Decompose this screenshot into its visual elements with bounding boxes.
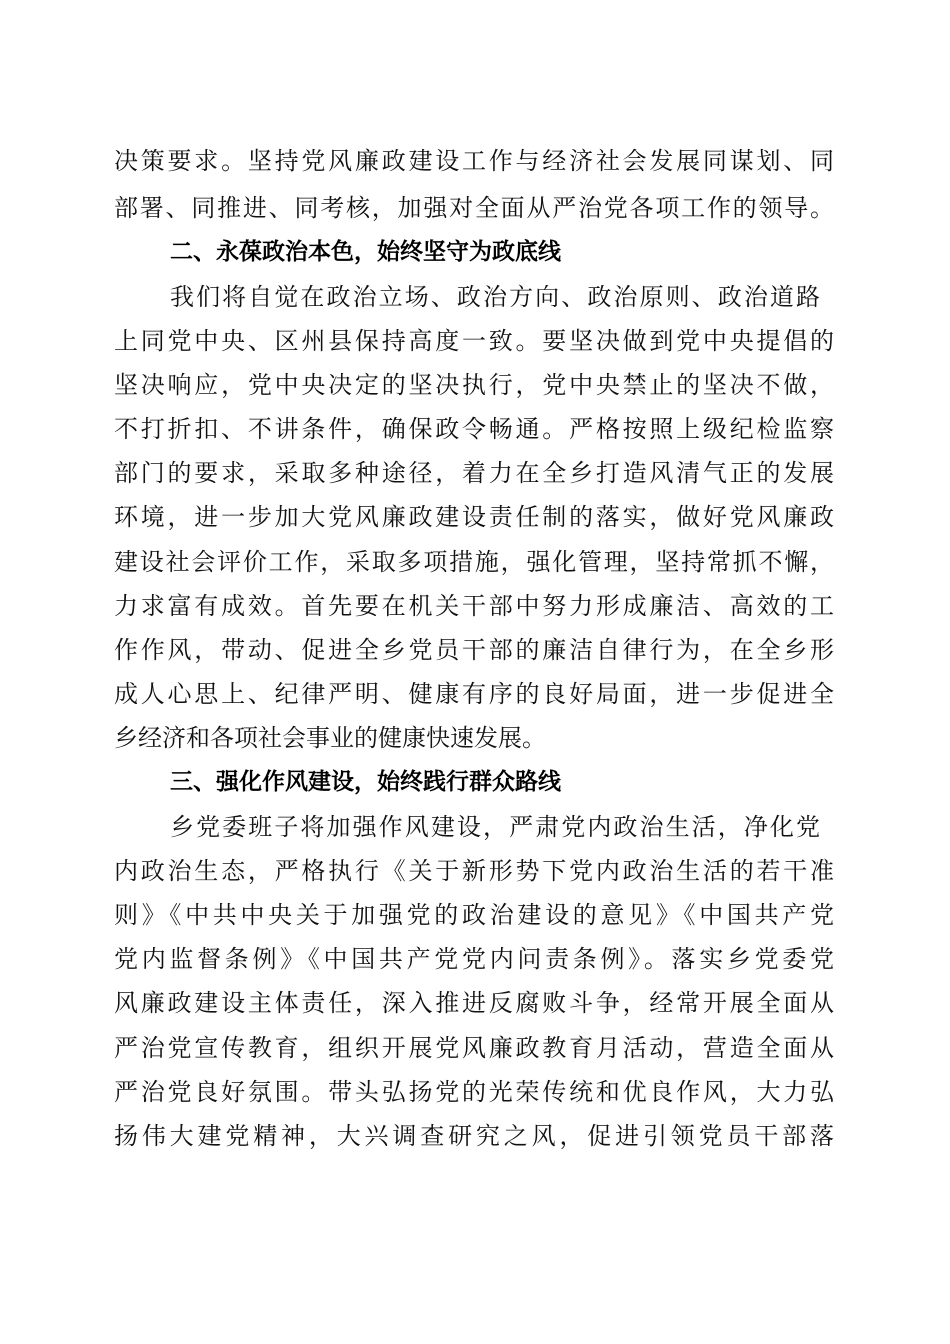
body-text-line: 乡经济和各项社会事业的健康快速发展。	[114, 724, 546, 752]
body-text-line: 严治党良好氛围。带头弘扬党的光荣传统和优良作风，大力弘	[114, 1078, 834, 1106]
body-text-line: 作作风，带动、促进全乡党员干部的廉洁自律行为，在全乡形	[114, 636, 834, 664]
body-text-line: 风廉政建设主体责任，深入推进反腐败斗争，经常开展全面从	[114, 989, 834, 1017]
body-text-line: 决策要求。坚持党风廉政建设工作与经济社会发展同谋划、同	[114, 147, 834, 175]
body-text-line: 力求富有成效。首先要在机关干部中努力形成廉洁、高效的工	[114, 592, 834, 620]
body-text-line: 上同党中央、区州县保持高度一致。要坚决做到党中央提倡的	[114, 327, 834, 355]
body-text-line: 环境，进一步加大党风廉政建设责任制的落实，做好党风廉政	[114, 503, 834, 531]
body-text-line: 不打折扣、不讲条件，确保政令畅通。严格按照上级纪检监察	[114, 415, 834, 443]
section-heading-2: 二、永葆政治本色，始终坚守为政底线	[170, 239, 561, 265]
section-heading-3: 三、强化作风建设，始终践行群众路线	[170, 769, 561, 795]
body-text-line: 内政治生态，严格执行《关于新形势下党内政治生活的若干准	[114, 857, 834, 885]
body-text-line: 严治党宣传教育，组织开展党风廉政教育月活动，营造全面从	[114, 1034, 834, 1062]
body-text-line: 成人心思上、纪律严明、健康有序的良好局面，进一步促进全	[114, 680, 834, 708]
body-text-line: 坚决响应，党中央决定的坚决执行，党中央禁止的坚决不做，	[114, 371, 834, 399]
body-text-line: 建设社会评价工作，采取多项措施，强化管理，坚持常抓不懈，	[114, 548, 834, 576]
body-text-line: 我们将自觉在政治立场、政治方向、政治原则、政治道路	[170, 283, 820, 311]
body-text-line: 扬伟大建党精神，大兴调查研究之风，促进引领党员干部落	[114, 1122, 834, 1150]
body-text-line: 部门的要求，采取多种途径，着力在全乡打造风清气正的发展	[114, 459, 834, 487]
body-text-line: 部署、同推进、同考核，加强对全面从严治党各项工作的领导。	[114, 194, 834, 222]
body-text-line: 党内监督条例》《中国共产党党内问责条例》。落实乡党委党	[114, 945, 834, 973]
body-text-line: 乡党委班子将加强作风建设，严肃党内政治生活，净化党	[170, 813, 820, 841]
body-text-line: 则》《中共中央关于加强党的政治建设的意见》《中国共产党	[114, 901, 834, 929]
